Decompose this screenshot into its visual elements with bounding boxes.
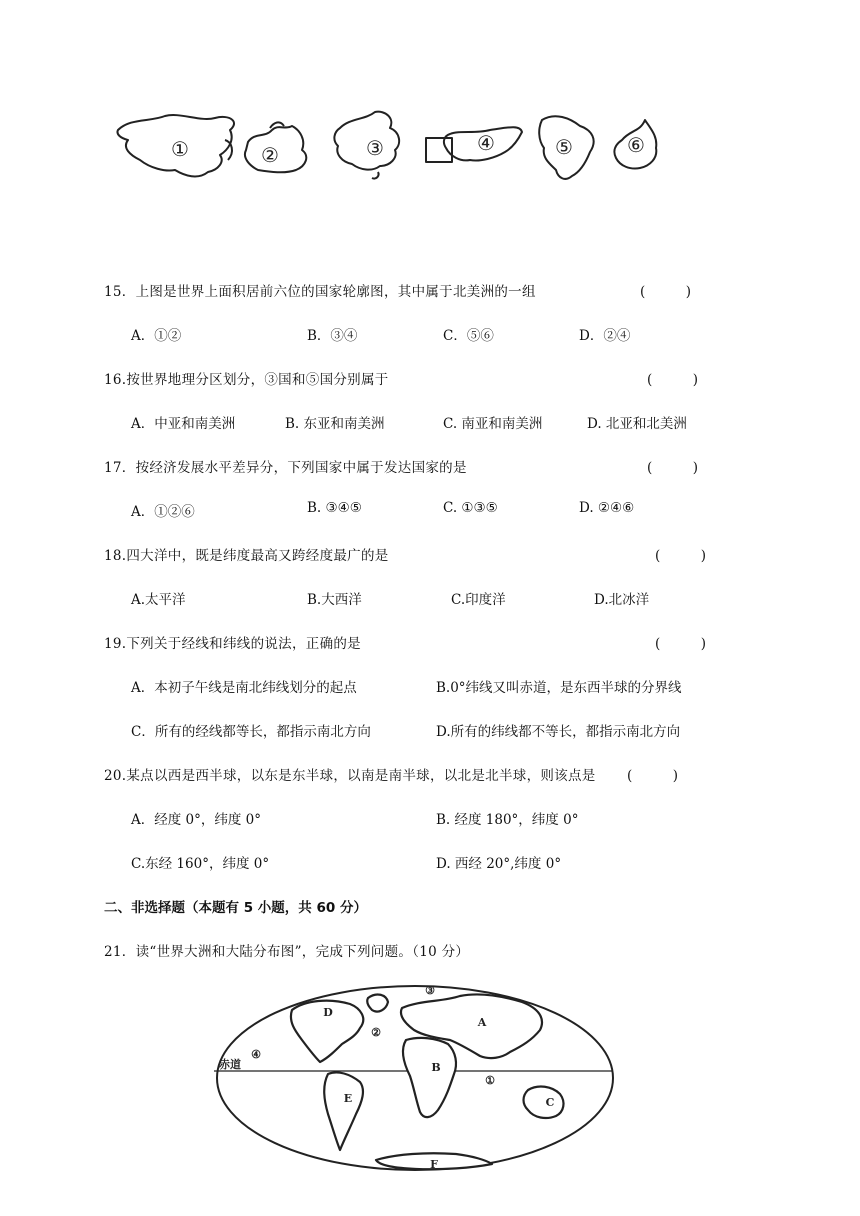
question-17-stem: 17．按经济发展水平差异分，下列国家中属于发达国家的是: [104, 460, 467, 476]
question-20-stem: 20.某点以西是西半球，以东是东半球，以南是南半球，以北是北半球，则该点是: [104, 768, 596, 784]
country-label-6: ⑥: [627, 133, 645, 157]
question-21-stem: 21．读“世界大洲和大陆分布图”，完成下列问题。（10 分）: [104, 944, 470, 960]
ocean-label-3: ③: [425, 984, 435, 997]
continent-label-c: C: [545, 1096, 555, 1109]
question-15-option-c: C．⑤⑥: [443, 328, 494, 344]
continent-label-b: B: [431, 1061, 441, 1074]
question-15-answer-paren: ( ): [640, 284, 692, 300]
question-15-option-d: D．②④: [579, 328, 631, 344]
question-17-option-c: C. ①③⑤: [443, 500, 498, 516]
question-16-option-d: D. 北亚和北美洲: [587, 416, 687, 432]
question-18-option-c: C.印度洋: [451, 592, 506, 608]
continent-label-a: A: [477, 1016, 487, 1029]
question-20-option-b: B. 经度 180°，纬度 0°: [436, 812, 579, 828]
question-18-stem: 18.四大洋中，既是纬度最高又跨经度最广的是: [104, 548, 389, 564]
question-16-answer-paren: ( ): [647, 372, 699, 388]
question-15-option-a: A．①②: [131, 328, 182, 344]
question-19-answer-paren: ( ): [655, 636, 707, 652]
question-17-option-a: A．①②⑥: [131, 504, 195, 520]
question-19-stem: 19.下列关于经线和纬线的说法，正确的是: [104, 636, 361, 652]
equator-label: 赤道: [219, 1058, 241, 1071]
question-17-option-d: D. ②④⑥: [579, 500, 635, 516]
australia-shape: [524, 1087, 564, 1118]
country-label-1: ①: [171, 137, 189, 161]
country-outlines-figure: [110, 100, 670, 215]
question-20-option-a: A．经度 0°，纬度 0°: [131, 812, 262, 828]
question-18-answer-paren: ( ): [655, 548, 707, 564]
question-17-answer-paren: ( ): [647, 460, 699, 476]
question-18-option-a: A.太平洋: [131, 592, 186, 608]
continent-label-e: E: [343, 1092, 353, 1105]
continent-label-f: F: [430, 1158, 438, 1171]
question-15-stem: 15．上图是世界上面积居前六位的国家轮廓图，其中属于北美洲的一组: [104, 284, 536, 300]
question-18-option-b: B.大西洋: [307, 592, 362, 608]
question-16-stem: 16.按世界地理分区划分，③国和⑤国分别属于: [104, 372, 389, 388]
question-20-option-d: D. 西经 20°,纬度 0°: [436, 856, 562, 872]
country-label-3: ③: [366, 136, 384, 160]
question-18-option-d: D.北冰洋: [594, 592, 650, 608]
country-label-5: ⑤: [555, 135, 573, 159]
question-19-option-b: B.0°纬线又叫赤道，是东西半球的分界线: [436, 680, 682, 696]
country-label-4: ④: [477, 131, 495, 155]
greenland-shape: [367, 995, 388, 1012]
continent-label-d: D: [323, 1006, 333, 1019]
question-19-option-a: A．本初子午线是南北纬线划分的起点: [131, 680, 357, 696]
question-20-option-c: C.东经 160°，纬度 0°: [131, 856, 270, 872]
ocean-label-2: ②: [371, 1026, 381, 1039]
ocean-label-1: ①: [485, 1074, 495, 1087]
question-19-option-c: C．所有的经线都等长，都指示南北方向: [131, 724, 371, 740]
country-label-2: ②: [261, 143, 279, 167]
world-continents-map: [210, 978, 620, 1178]
question-16-option-a: A．中亚和南美洲: [131, 416, 236, 432]
question-20-answer-paren: ( ): [627, 768, 679, 784]
question-16-option-c: C. 南亚和南美洲: [443, 416, 543, 432]
question-15-option-b: B．③④: [307, 328, 358, 344]
question-19-option-d: D.所有的纬线都不等长，都指示南北方向: [436, 724, 681, 740]
section-two-heading: 二、非选择题（本题有 5 小题，共 60 分）: [104, 900, 367, 916]
question-16-option-b: B. 东亚和南美洲: [285, 416, 385, 432]
question-17-option-b: B. ③④⑤: [307, 500, 362, 516]
ocean-label-4: ④: [251, 1048, 261, 1061]
